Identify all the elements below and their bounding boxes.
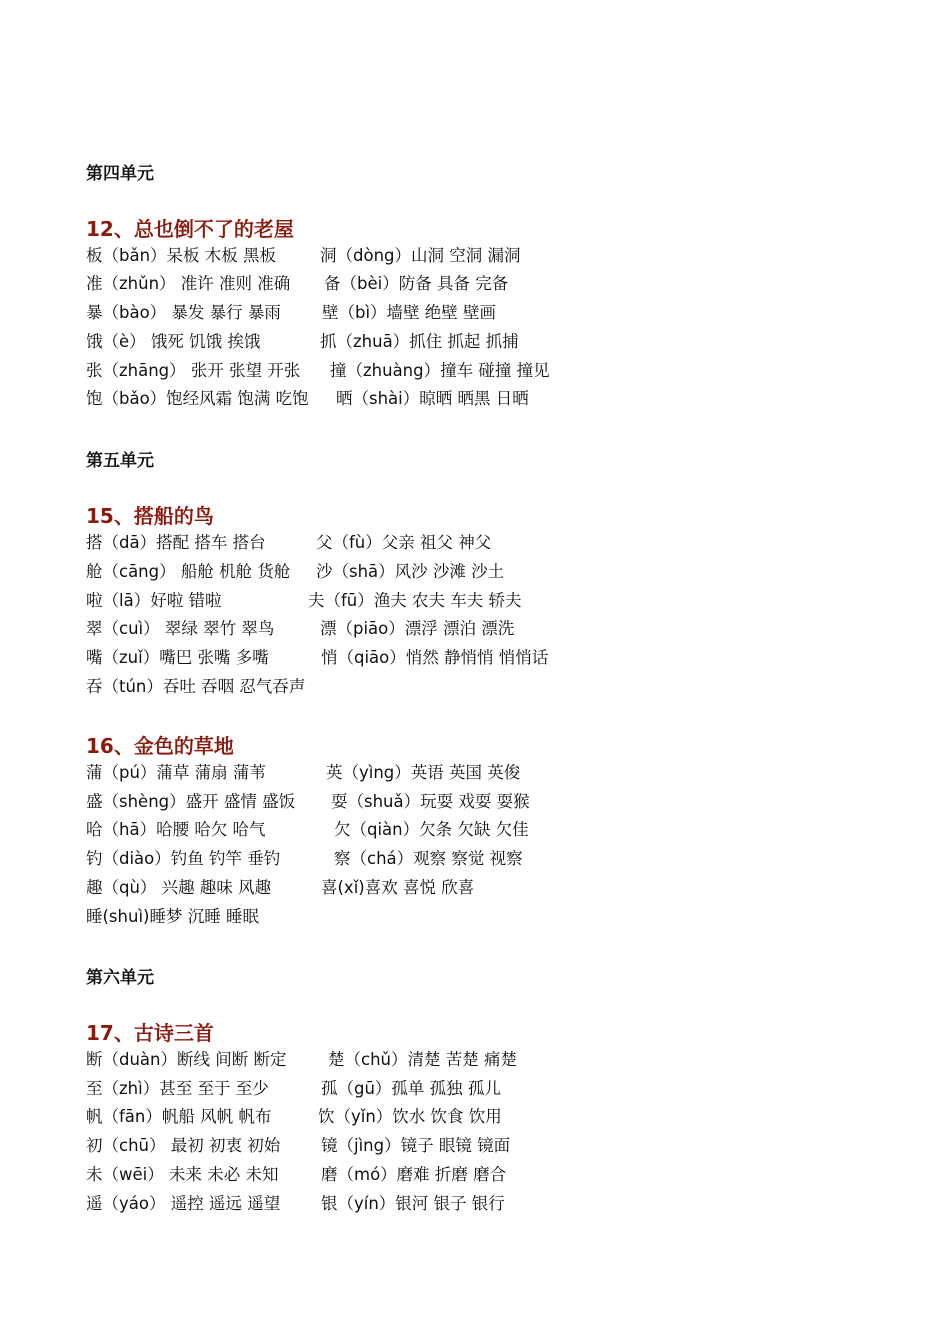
vocab-row xyxy=(86,300,646,326)
vocab-entry-right: 耍（shuǎ）玩耍 戏耍 耍猴 xyxy=(331,792,530,811)
vocab-row xyxy=(86,271,646,297)
vocab-entry-right: 磨（mó）磨难 折磨 磨合 xyxy=(321,1165,507,1184)
vocab-entry-left: 钓（diào）钓鱼 钓竿 垂钓 xyxy=(86,849,281,868)
vocab-entry-left: 饱（bǎo）饱经风霜 饱满 吃饱 xyxy=(86,389,309,408)
lesson-title: 17、古诗三首 xyxy=(86,1021,214,1045)
lesson-title: 16、金色的草地 xyxy=(86,734,234,758)
vocab-entry-right: 沙（shā）风沙 沙滩 沙土 xyxy=(316,562,505,581)
vocab-row xyxy=(86,1162,646,1188)
vocab-entry-left: 吞（tún）吞吐 吞咽 忍气吞声 xyxy=(86,677,306,696)
vocab-entry-left: 嘴（zuǐ）嘴巴 张嘴 多嘴 xyxy=(86,648,269,667)
vocab-entry-right: 悄（qiāo）悄然 静悄悄 悄悄话 xyxy=(321,648,549,667)
vocab-row xyxy=(86,559,646,585)
vocab-row xyxy=(86,616,646,642)
vocab-entry-left: 张（zhāng） 张开 张望 开张 xyxy=(86,361,301,380)
vocab-entry-right: 夫（fū）渔夫 农夫 车夫 轿夫 xyxy=(308,591,522,610)
vocab-entry-left: 至（zhì）甚至 至于 至少 xyxy=(86,1079,269,1098)
vocab-entry-left: 搭（dā）搭配 搭车 搭台 xyxy=(86,533,266,552)
vocab-entry-left: 睡(shuì)睡梦 沉睡 睡眠 xyxy=(86,907,259,926)
vocab-entry-left: 舱（cāng） 船舱 机舱 货舱 xyxy=(86,562,291,581)
vocab-row xyxy=(86,904,646,930)
vocab-entry-right: 察（chá）观察 察觉 视察 xyxy=(334,849,523,868)
vocab-entry-right: 备（bèi）防备 具备 完备 xyxy=(324,274,509,293)
vocab-row xyxy=(86,243,646,269)
vocab-entry-left: 翠（cuì） 翠绿 翠竹 翠鸟 xyxy=(86,619,275,638)
vocab-row xyxy=(86,674,646,700)
unit-title: 第六单元 xyxy=(86,968,154,988)
vocab-entry-left: 盛（shèng）盛开 盛情 盛饭 xyxy=(86,792,296,811)
vocab-entry-left: 帆（fān）帆船 风帆 帆布 xyxy=(86,1107,272,1126)
vocab-entry-right: 撞（zhuàng）撞车 碰撞 撞见 xyxy=(330,361,550,380)
vocab-entry-left: 断（duàn）断线 间断 断定 xyxy=(86,1050,287,1069)
vocab-row xyxy=(86,1104,646,1130)
vocab-entry-right: 漂（piāo）漂浮 漂泊 漂洗 xyxy=(320,619,515,638)
vocab-entry-right: 镜（jìng）镜子 眼镜 镜面 xyxy=(321,1136,511,1155)
vocab-entry-right: 孤（gū）孤单 孤独 孤儿 xyxy=(321,1079,501,1098)
vocab-row xyxy=(86,329,646,355)
vocab-row xyxy=(86,358,646,384)
vocab-entry-left: 未（wēi） 未来 未必 未知 xyxy=(86,1165,279,1184)
vocab-entry-left: 饿（è） 饿死 饥饿 挨饿 xyxy=(86,332,261,351)
vocab-entry-left: 趣（qù） 兴趣 趣味 风趣 xyxy=(86,878,272,897)
vocab-entry-left: 蒲（pú）蒲草 蒲扇 蒲苇 xyxy=(86,763,266,782)
lesson-title: 15、搭船的鸟 xyxy=(86,504,214,528)
vocab-row xyxy=(86,1076,646,1102)
vocab-row xyxy=(86,386,646,412)
vocab-entry-right: 晒（shài）晾晒 晒黑 日晒 xyxy=(336,389,529,408)
vocab-entry-right: 饮（yǐn）饮水 饮食 饮用 xyxy=(318,1107,502,1126)
vocab-entry-right: 洞（dòng）山洞 空洞 漏洞 xyxy=(320,246,521,265)
vocab-entry-right: 银（yín）银河 银子 银行 xyxy=(321,1194,505,1213)
vocab-entry-right: 英（yìng）英语 英国 英俊 xyxy=(326,763,521,782)
unit-title: 第四单元 xyxy=(86,164,154,184)
vocab-entry-left: 初（chū） 最初 初衷 初始 xyxy=(86,1136,281,1155)
vocab-entry-right: 壁（bì）墙壁 绝壁 壁画 xyxy=(322,303,497,322)
vocab-row xyxy=(86,846,646,872)
vocab-entry-left: 板（bǎn）呆板 木板 黑板 xyxy=(86,246,277,265)
vocab-entry-left: 准（zhǔn） 准许 准则 准确 xyxy=(86,274,291,293)
vocab-entry-right: 喜(xǐ)喜欢 喜悦 欣喜 xyxy=(321,878,475,897)
vocab-entry-right: 父（fù）父亲 祖父 神父 xyxy=(316,533,492,552)
vocab-row xyxy=(86,530,646,556)
vocab-entry-right: 抓（zhuā）抓住 抓起 抓捕 xyxy=(320,332,519,351)
vocab-entry-right: 欠（qiàn）欠条 欠缺 欠佳 xyxy=(334,820,529,839)
vocab-row xyxy=(86,1133,646,1159)
vocab-row xyxy=(86,789,646,815)
vocab-entry-right: 楚（chǔ）清楚 苦楚 痛楚 xyxy=(328,1050,517,1069)
vocab-row xyxy=(86,645,646,671)
vocab-row xyxy=(86,1191,646,1217)
vocab-row xyxy=(86,817,646,843)
unit-title: 第五单元 xyxy=(86,451,154,471)
vocab-row xyxy=(86,760,646,786)
vocab-entry-left: 暴（bào） 暴发 暴行 暴雨 xyxy=(86,303,281,322)
vocab-entry-left: 哈（hā）哈腰 哈欠 哈气 xyxy=(86,820,266,839)
vocab-row xyxy=(86,588,646,614)
vocab-entry-left: 遥（yáo） 遥控 遥远 遥望 xyxy=(86,1194,281,1213)
vocab-row xyxy=(86,875,646,901)
vocab-entry-left: 啦（lā）好啦 错啦 xyxy=(86,591,222,610)
vocab-row xyxy=(86,1047,646,1073)
lesson-title: 12、总也倒不了的老屋 xyxy=(86,217,294,241)
